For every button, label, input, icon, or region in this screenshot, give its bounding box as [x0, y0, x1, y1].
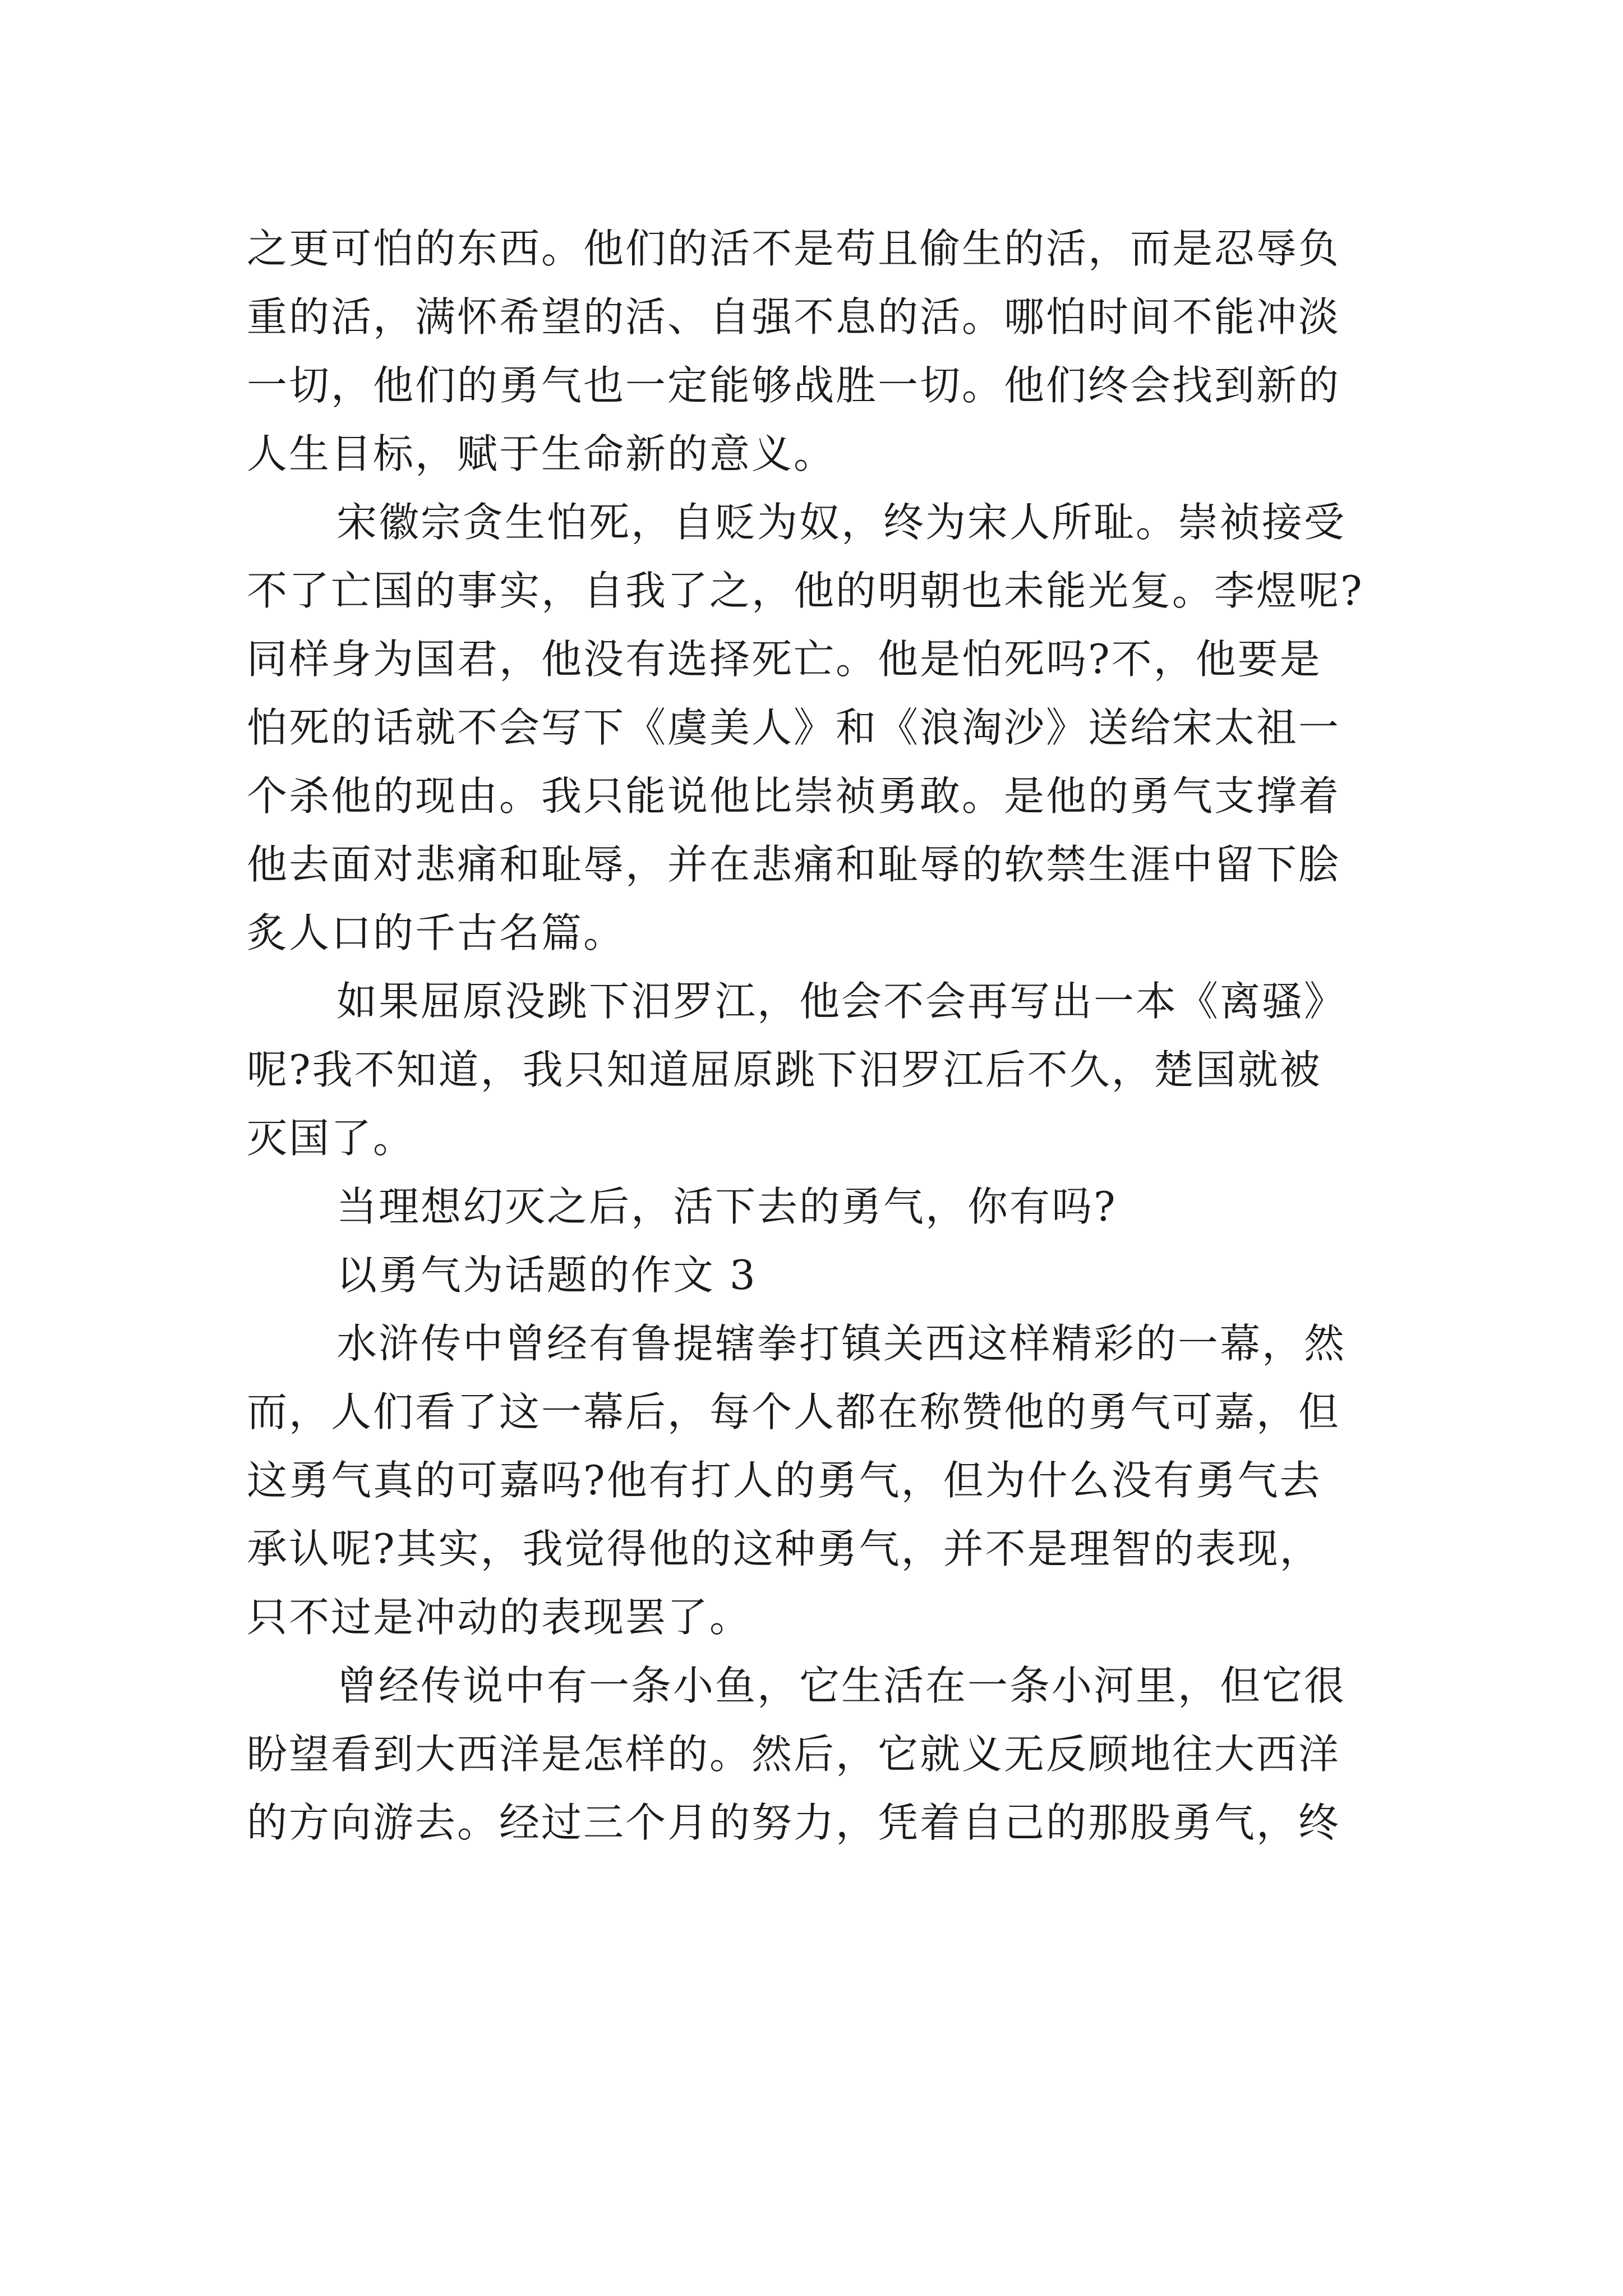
section-heading: 以勇气为话题的作文 3 [336, 1251, 757, 1299]
text-line: 一切，他们的勇气也一定能够战胜一切。他们终会找到新的 [247, 362, 1341, 409]
text-line: 而，人们看了这一幕后，每个人都在称赞他的勇气可嘉，但 [247, 1388, 1341, 1435]
document-body [247, 214, 1391, 1857]
text-line: 盼望看到大西洋是怎样的。然后，它就义无反顾地往大西洋 [247, 1731, 1341, 1778]
paragraph-start-line: 宋徽宗贪生怕死，自贬为奴，终为宋人所耻。崇祯接受 [336, 499, 1347, 546]
text-line: 承认呢?其实，我觉得他的这种勇气，并不是理智的表现， [247, 1525, 1322, 1572]
paragraph-start-line: 如果屈原没跳下汨罗江，他会不会再写出一本《离骚》 [336, 978, 1347, 1025]
text-line: 只不过是冲动的表现罢了。 [247, 1594, 752, 1641]
text-line: 之更可怕的东西。他们的活不是苟且偷生的活，而是忍辱负 [247, 225, 1341, 272]
text-line: 这勇气真的可嘉吗?他有打人的勇气，但为什么没有勇气去 [247, 1457, 1322, 1504]
text-line: 炙人口的千古名篇。 [247, 909, 626, 956]
text-line: 他去面对悲痛和耻辱，并在悲痛和耻辱的软禁生涯中留下脍 [247, 841, 1341, 888]
paragraph-start-line: 曾经传说中有一条小鱼，它生活在一条小河里，但它很 [336, 1662, 1347, 1709]
text-line: 不了亡国的事实，自我了之，他的明朝也未能光复。李煜呢? [247, 567, 1364, 614]
text-line: 呢?我不知道，我只知道屈原跳下汨罗江后不久，楚国就被 [247, 1046, 1322, 1093]
text-line: 怕死的话就不会写下《虞美人》和《浪淘沙》送给宋太祖一 [247, 704, 1341, 751]
text-line: 人生目标，赋于生命新的意义。 [247, 430, 836, 477]
text-line: 的方向游去。经过三个月的努力，凭着自己的那股勇气，终 [247, 1799, 1341, 1846]
paragraph-start-line: 水浒传中曾经有鲁提辖拳打镇关西这样精彩的一幕，然 [336, 1320, 1347, 1367]
text-line: 个杀他的现由。我只能说他比崇祯勇敢。是他的勇气支撑着 [247, 772, 1341, 820]
text-line: 重的活，满怀希望的活、自强不息的活。哪怕时间不能冲淡 [247, 293, 1341, 341]
paragraph-start-line: 当理想幻灭之后，活下去的勇气，你有吗? [336, 1183, 1117, 1230]
text-line: 同样身为国君，他没有选择死亡。他是怕死吗?不，他要是 [247, 636, 1322, 683]
text-line: 灭国了。 [247, 1115, 416, 1162]
